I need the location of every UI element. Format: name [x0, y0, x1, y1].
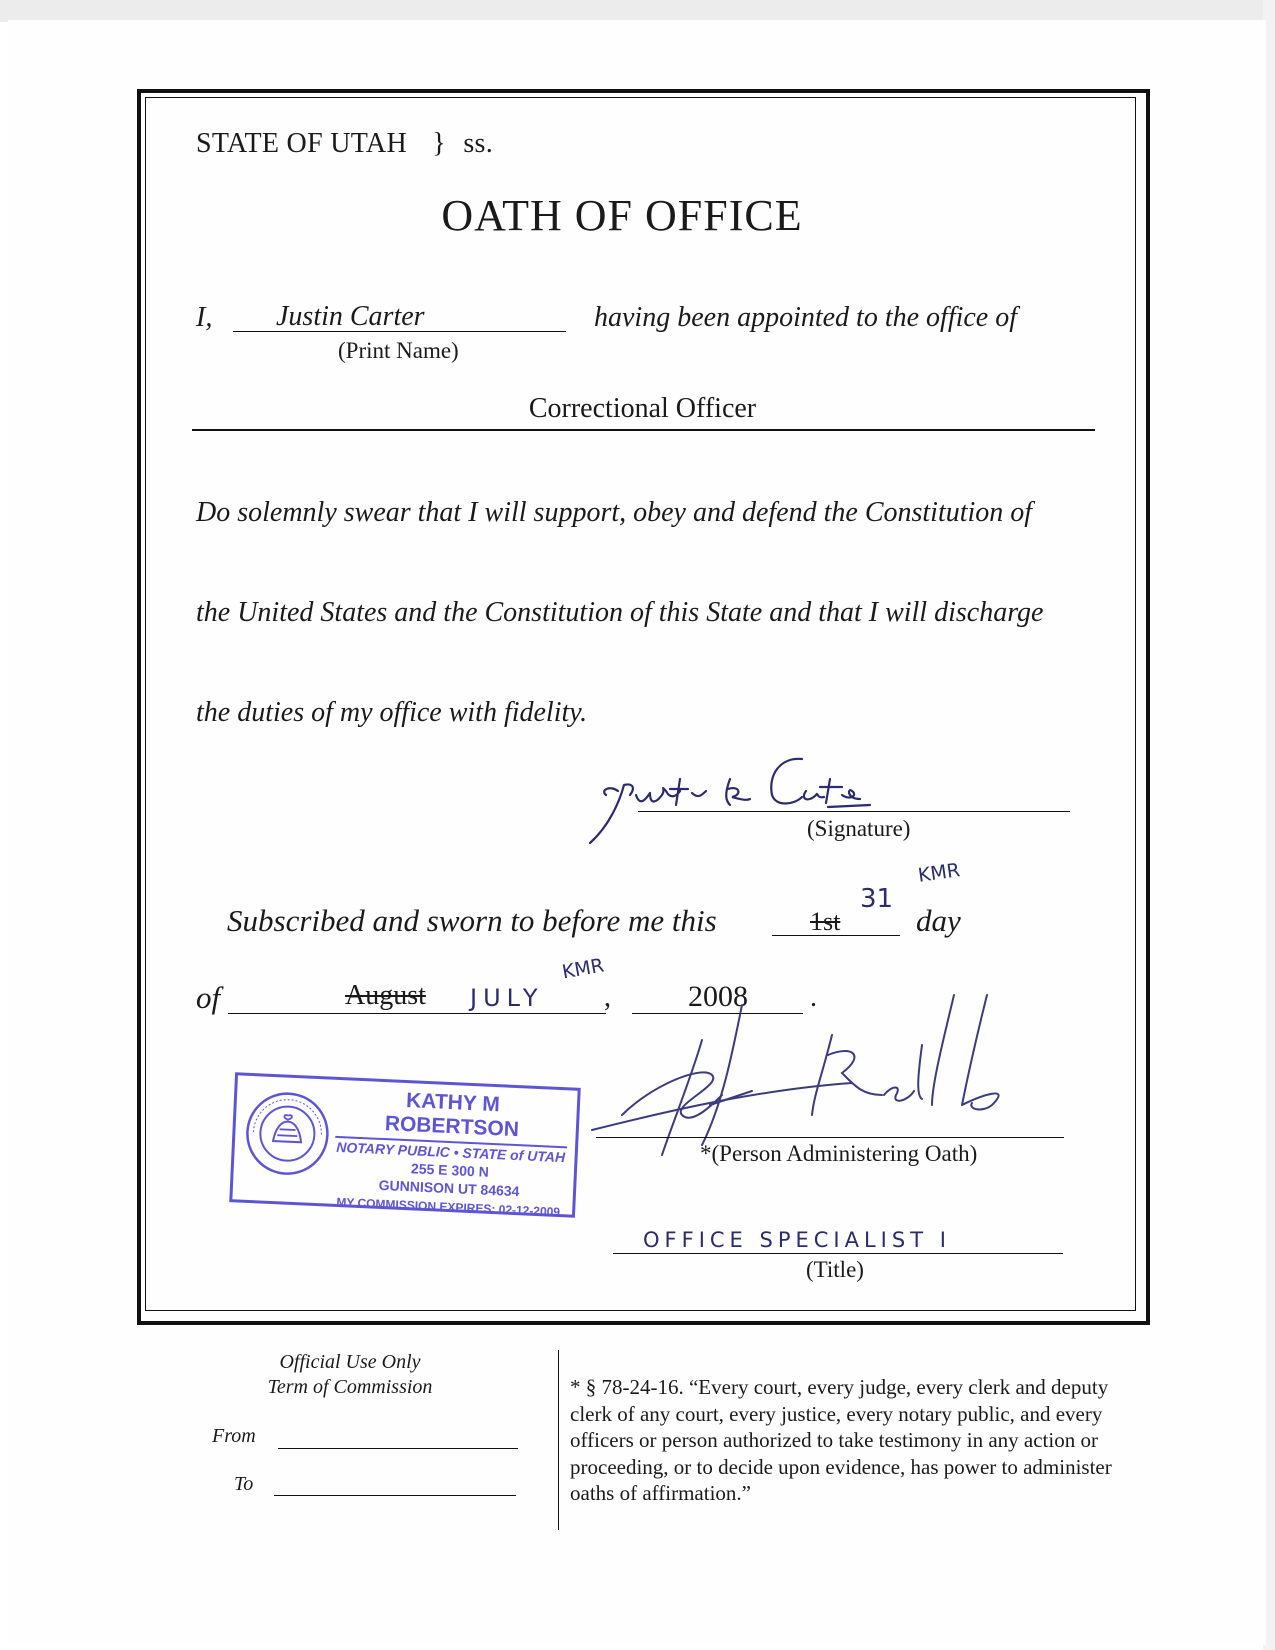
i-label: I, [196, 302, 213, 333]
notary-stamp [229, 1072, 581, 1218]
state-line [196, 128, 493, 160]
notary-name: KATHY M ROBERTSON [335, 1086, 569, 1148]
official-use-label: Official Use Only [279, 1351, 421, 1373]
stamp-text [332, 1086, 569, 1219]
statute-footnote: * § 78-24-16. “Every court, every judge, every clerk and deputy clerk of any court, every justice, every notary public, and every officers or person authorized to take testimony in any action or proceeding, or to decide upon evidence, has power to administer oaths of affirmation.” [570, 1375, 1112, 1505]
notary-title: NOTARY PUBLIC • STATE of UTAH [336, 1138, 566, 1166]
ss-label: ss. [463, 128, 494, 159]
title-line [613, 1253, 1063, 1254]
oath-body-line: the duties of my office with fidelity. [196, 697, 588, 728]
period: . [810, 982, 817, 1013]
day-handwritten: 31 [860, 884, 894, 914]
administrator-signature-line [596, 1137, 1064, 1138]
comma: , [604, 982, 611, 1013]
office-underline [192, 429, 1095, 431]
page-title: OATH OF OFFICE [441, 191, 803, 240]
subscribed-text: Subscribed and sworn to before me this [227, 903, 717, 938]
term-of-commission-label: Term of Commission [267, 1376, 433, 1398]
brace: } [432, 128, 447, 159]
official-use-heading [220, 1350, 480, 1400]
notary-address: 255 E 300 N [410, 1160, 490, 1180]
month-underline [228, 1013, 606, 1014]
state-name: STATE OF UTAH [196, 128, 407, 159]
state-seal-icon [244, 1090, 332, 1178]
oath-body-line: the United States and the Constitution of this State and that I will discharge [196, 597, 1044, 628]
administrator-caption: *(Person Administering Oath) [700, 1141, 978, 1166]
month-printed-value: August [345, 980, 426, 1011]
administrator-title-handwritten: OFFICE SPECIALIST I [643, 1228, 951, 1252]
commission-expiry: MY COMMISSION EXPIRES: 02-12-2009 [336, 1194, 561, 1220]
day-printed-value: 1st [810, 907, 841, 936]
from-label: From [212, 1425, 256, 1447]
print-name-value: Justin Carter [276, 301, 425, 332]
month-initials: KMR [560, 954, 606, 984]
office-value: Correctional Officer [528, 393, 757, 424]
column-divider [558, 1350, 559, 1530]
signature-line [638, 811, 1070, 812]
year-value: 2008 [688, 980, 748, 1013]
signature-caption: (Signature) [807, 816, 911, 841]
name-underline [233, 331, 566, 332]
month-handwritten: JULY [470, 984, 544, 1012]
of-word: of [196, 980, 221, 1015]
day-word: day [916, 903, 961, 938]
oath-body-line: Do solemnly swear that I will support, obey and defend the Constitution of [196, 497, 1033, 528]
title-caption: (Title) [806, 1257, 864, 1282]
print-name-caption: (Print Name) [338, 338, 459, 363]
day-initials: KMR [916, 859, 962, 887]
to-field[interactable] [274, 1495, 516, 1496]
from-field[interactable] [278, 1448, 518, 1449]
appointed-text: having been appointed to the office of [594, 302, 1018, 333]
to-label: To [234, 1473, 254, 1495]
day-underline [772, 935, 900, 936]
notary-city: GUNNISON UT 84634 [378, 1176, 520, 1200]
scan-edge [0, 0, 1275, 22]
